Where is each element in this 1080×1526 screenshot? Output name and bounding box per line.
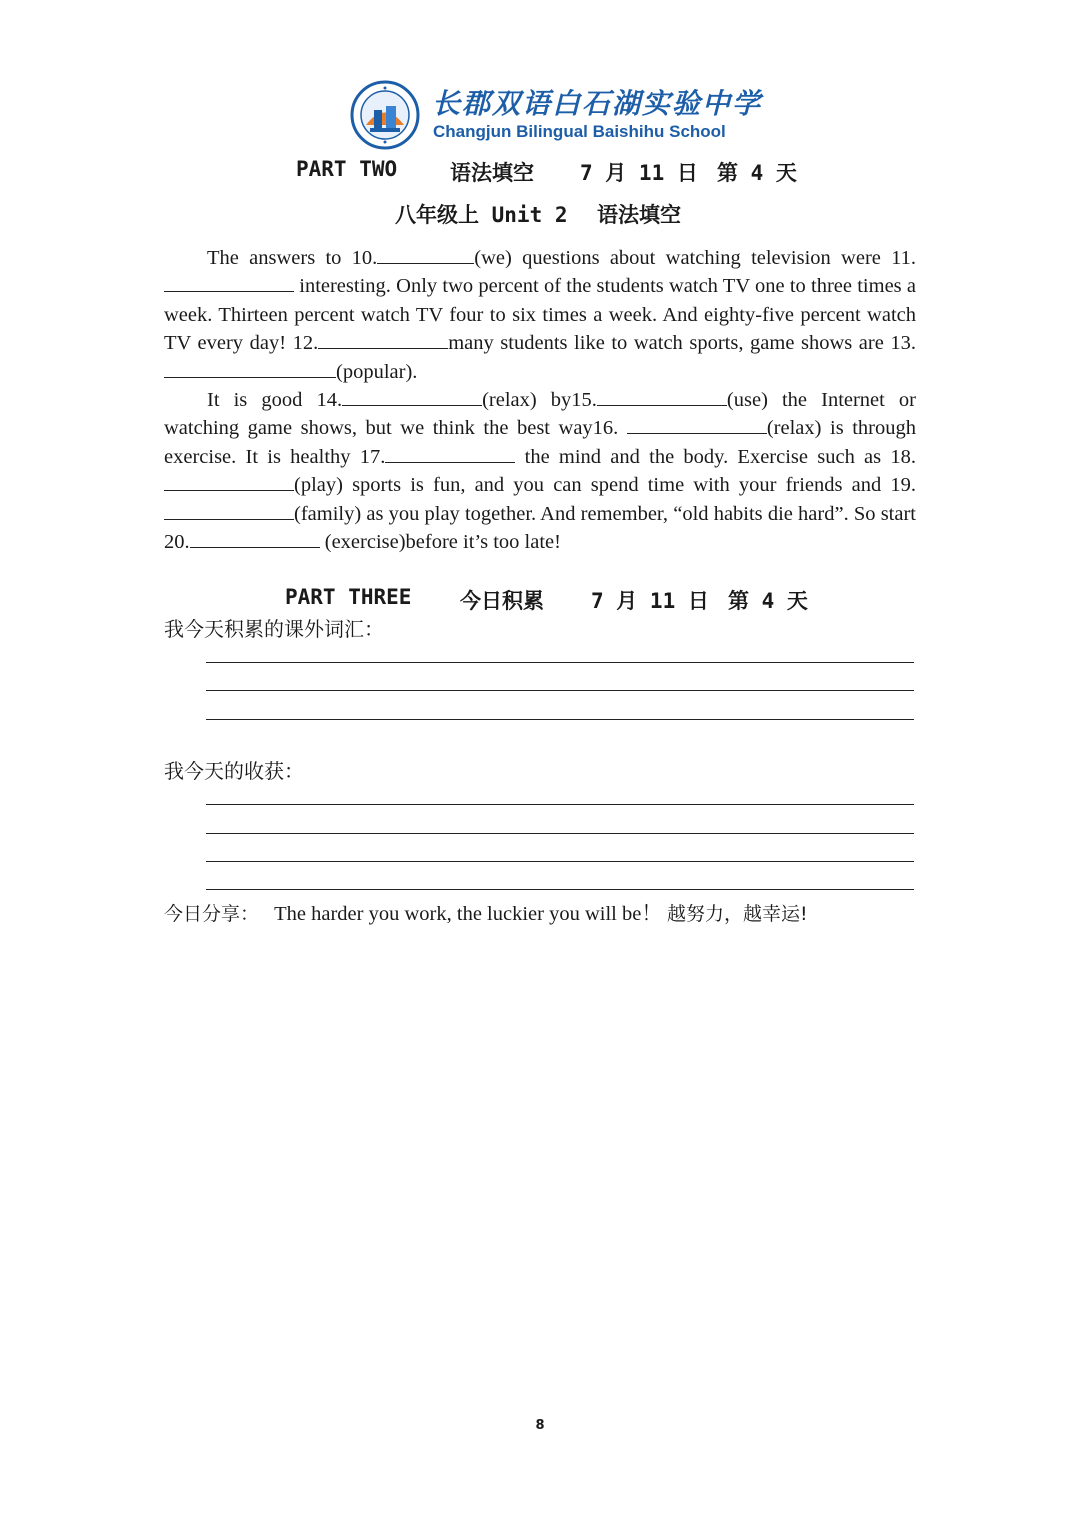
grammar-passage: [164, 244, 916, 556]
school-name-cn: 长郡双语白石湖实验中学: [432, 87, 763, 120]
school-header: [350, 78, 763, 150]
blank-20[interactable]: [190, 529, 320, 548]
vocab-label: 我今天积累的课外词汇：: [164, 617, 384, 641]
part-three-date: 7 月 11 日: [591, 589, 709, 613]
share-quote-cn: 越努力，越幸运!: [666, 903, 808, 925]
gains-line-3[interactable]: [206, 861, 914, 862]
school-logo-icon: [350, 80, 420, 150]
part-two-date: 7 月 11 日: [580, 161, 698, 185]
share-quote-en: The harder you work, the luckier you will be！: [274, 903, 662, 925]
part-three-day: 第 4 天: [728, 589, 808, 613]
share-label: 今日分享：: [164, 903, 260, 925]
page-number: 8: [535, 1418, 545, 1433]
gains-line-2[interactable]: [206, 833, 914, 834]
part-two-heading: [0, 157, 1080, 185]
blank-18[interactable]: [164, 472, 294, 491]
part-three-heading: [0, 585, 1080, 613]
blank-11[interactable]: [164, 273, 294, 292]
part-two-label: PART TWO: [296, 157, 398, 181]
blank-13[interactable]: [164, 359, 336, 378]
passage-paragraph-2: It is good 14. (relax) by15. (use) the Internet or watching game shows, but we think the best way16. (relax) is through exercise. It is healthy 17. the mind and the body. Exercise such as 18.(play) sports is fun, and you can spend time with your friends and 19.(family) as you play together. And remember, “old habits die hard”. So start 20. (exercise)before it’s too late!: [164, 389, 917, 554]
gains-line-4[interactable]: [206, 889, 914, 890]
blank-17[interactable]: [385, 444, 515, 463]
vocab-line-2[interactable]: [206, 690, 914, 691]
blank-19[interactable]: [164, 501, 294, 520]
daily-share: [164, 896, 808, 926]
school-name-en: Changjun Bilingual Baishihu School: [433, 122, 726, 141]
vocab-line-3[interactable]: [206, 719, 914, 720]
passage-paragraph-1: The answers to 10. (we) questions about watching television were 11. interesting. Only two percent of the students watch TV one to three times a week. Thirteen percent watch TV four to six times a week. And eighty-five percent watch TV every day! 12. many students like to watch sports, game shows are 13.(popular).: [164, 247, 917, 383]
unit-heading: [0, 199, 1080, 227]
gains-label: 我今天的收获：: [164, 759, 304, 783]
blank-14[interactable]: [342, 387, 482, 406]
blank-12[interactable]: [318, 330, 448, 349]
gains-line-1[interactable]: [206, 804, 914, 805]
unit-title: 八年级上 Unit 2: [395, 203, 568, 227]
part-two-section: 语法填空: [450, 161, 534, 185]
blank-10[interactable]: [377, 245, 474, 264]
vocab-line-1[interactable]: [206, 662, 914, 663]
blank-16[interactable]: [627, 415, 767, 434]
unit-section: 语法填空: [597, 203, 681, 227]
part-two-day: 第 4 天: [717, 161, 797, 185]
blank-15[interactable]: [597, 387, 727, 406]
part-three-section: 今日积累: [460, 589, 544, 613]
part-three-label: PART THREE: [285, 585, 412, 609]
